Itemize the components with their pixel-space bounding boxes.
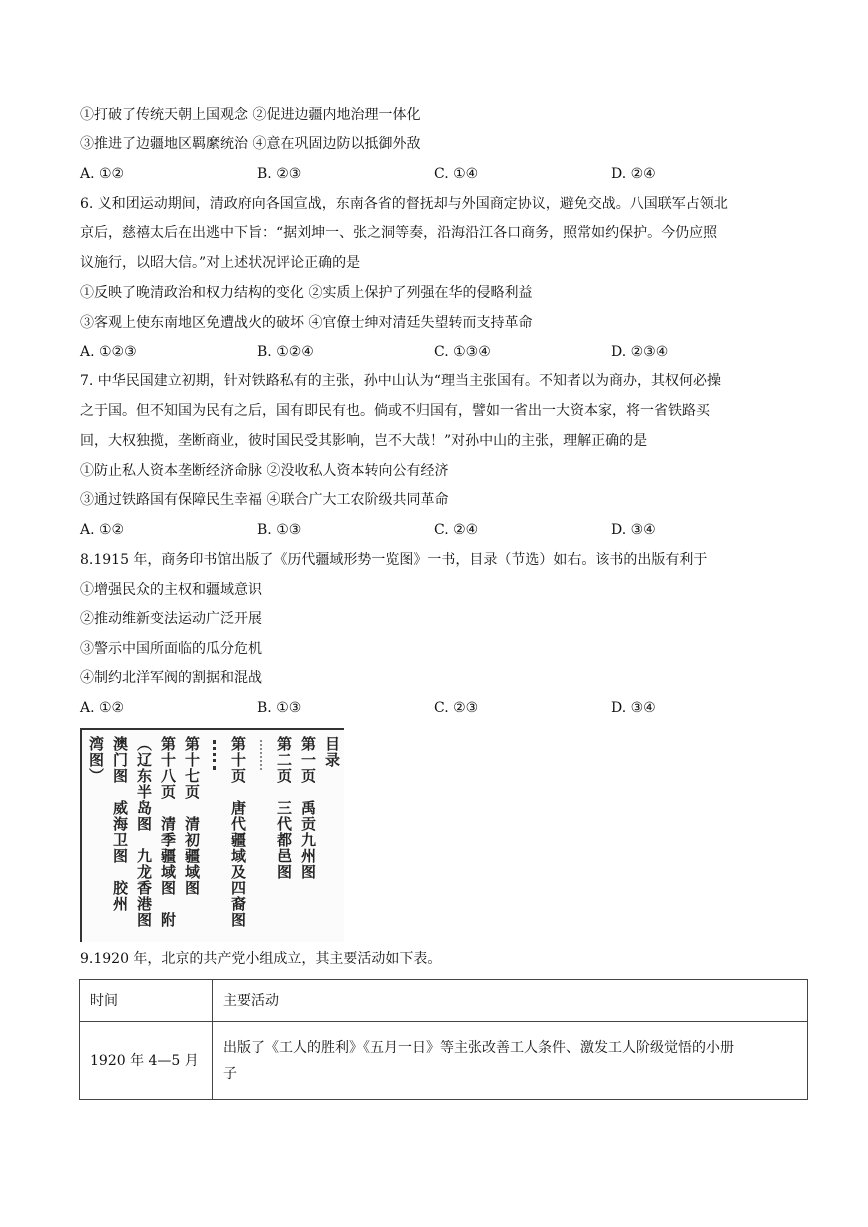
q7-stem-line1: 7. 中华民国建立初期，针对铁路私有的主张，孙中山认为“理当主张国有。不知者以为商办，其权何必操 (80, 373, 721, 389)
q8-choice-3: ③警示中国所面临的瓜分危机 (80, 641, 262, 657)
q7-option-b: B. ①③ (257, 522, 302, 538)
toc-entry-8: 湾图） (87, 736, 105, 784)
toc-title: 目录 (323, 736, 341, 768)
q6-stem-line3: 议施行，以昭大信。”对上述状况评论正确的是 (80, 255, 361, 271)
q6-stem-line1: 6. 义和团运动期间，清政府向各国宣战，东南各省的督抚却与外国商定协议，避免交战。八国联军占领北 (80, 196, 728, 212)
activities-table (79, 979, 808, 1100)
q6-option-c: C. ①③④ (434, 344, 491, 360)
toc-entry-2: 第二页 三代都邑图 (275, 736, 293, 880)
q7-stem-line2: 之于国。但不知国为民有之后，国有即民有也。倘或不归国有，譬如一省出一大资本家，将一省铁路买 (80, 403, 710, 419)
header-time: 时间 (80, 980, 213, 1022)
q6-stem-line2: 京后，慈禧太后在出逃中下旨：“据刘坤一、张之洞等奏，沿海沿江各口商务，照常如约保护。今仍应照 (80, 225, 718, 241)
q8-option-a: A. ①② (80, 700, 125, 716)
q5-option-a: A. ①② (80, 166, 125, 182)
toc-entry-1: 第一页 禹贡九州图 (299, 736, 317, 880)
header-activity: 主要活动 (213, 980, 808, 1022)
toc-entry-6: （辽东半岛图 九龙香港图 (135, 736, 153, 928)
q8-choice-1: ①增强民众的主权和疆域意识 (80, 582, 262, 598)
toc-entry-4: 第十七页 清初疆域图 (183, 736, 201, 896)
q5-choices-line2: ③推进了边疆地区羁縻统治 ④意在巩固边防以抵御外敌 (80, 136, 421, 152)
q9-stem: 9.1920 年，北京的共产党小组成立，其主要活动如下表。 (80, 951, 442, 967)
q5-choices-line1: ①打破了传统天朝上国观念 ②促进边疆内地治理一体化 (80, 107, 421, 123)
q8-choice-2: ②推动维新变法运动广泛开展 (80, 611, 262, 627)
q6-option-b: B. ①②④ (257, 344, 314, 360)
q7-choices-line1: ①防止私人资本垄断经济命脉 ②没收私人资本转向公有经济 (80, 463, 449, 479)
q7-choices-line2: ③通过铁路国有保障民生幸福 ④联合广大工农阶级共同革命 (80, 492, 449, 508)
q8-option-d: D. ③④ (611, 700, 656, 716)
row-time: 1920 年 4—5 月 (80, 1022, 213, 1100)
q6-option-a: A. ①②③ (80, 344, 137, 360)
q5-option-d: D. ②④ (611, 166, 656, 182)
q6-choices-line2: ③客观上使东南地区免遭战火的破坏 ④官僚士绅对清廷失望转而支持革命 (80, 315, 533, 331)
toc-ellipsis-dots (213, 740, 220, 770)
q5-option-c: C. ①④ (434, 166, 479, 182)
row-activity-line1: 出版了《工人的胜利》《五月一日》等主张改善工人条件、激发工人阶级觉悟的小册 (223, 1039, 734, 1056)
toc-entry-7: 澳门图 威海卫图 胶州 (111, 736, 129, 912)
row-activity (213, 1022, 808, 1100)
q7-stem-line3: 回，大权独揽，垄断商业，彼时国民受其影响，岂不大哉！”对孙中山的主张，理解正确的是 (80, 433, 648, 449)
q7-option-a: A. ①② (80, 522, 125, 538)
q5-option-b: B. ②③ (257, 166, 302, 182)
q8-stem-line1: 8.1915 年，商务印书馆出版了《历代疆域形势一览图》一书，目录（节选）如右。该书的出版有利于 (80, 552, 708, 568)
toc-entry-5: 第十八页 清季疆域图 附 (159, 736, 177, 928)
table-row (80, 1022, 808, 1100)
q8-choice-4: ④制约北洋军阀的割据和混战 (80, 670, 262, 686)
q8-option-c: C. ②③ (434, 700, 479, 716)
table-header-row (80, 980, 808, 1022)
q6-option-d: D. ②③④ (611, 344, 669, 360)
q6-choices-line1: ①反映了晚清政治和权力结构的变化 ②实质上保护了列强在华的侵略利益 (80, 285, 533, 301)
toc-image (80, 728, 344, 942)
q8-option-b: B. ①③ (257, 700, 302, 716)
q7-option-c: C. ②④ (434, 522, 479, 538)
toc-entry-3: 第十页 唐代疆域及四裔图 (229, 736, 247, 928)
toc-ellipsis-dots (260, 740, 266, 770)
row-activity-line2: 子 (223, 1065, 237, 1082)
q7-option-d: D. ③④ (611, 522, 656, 538)
